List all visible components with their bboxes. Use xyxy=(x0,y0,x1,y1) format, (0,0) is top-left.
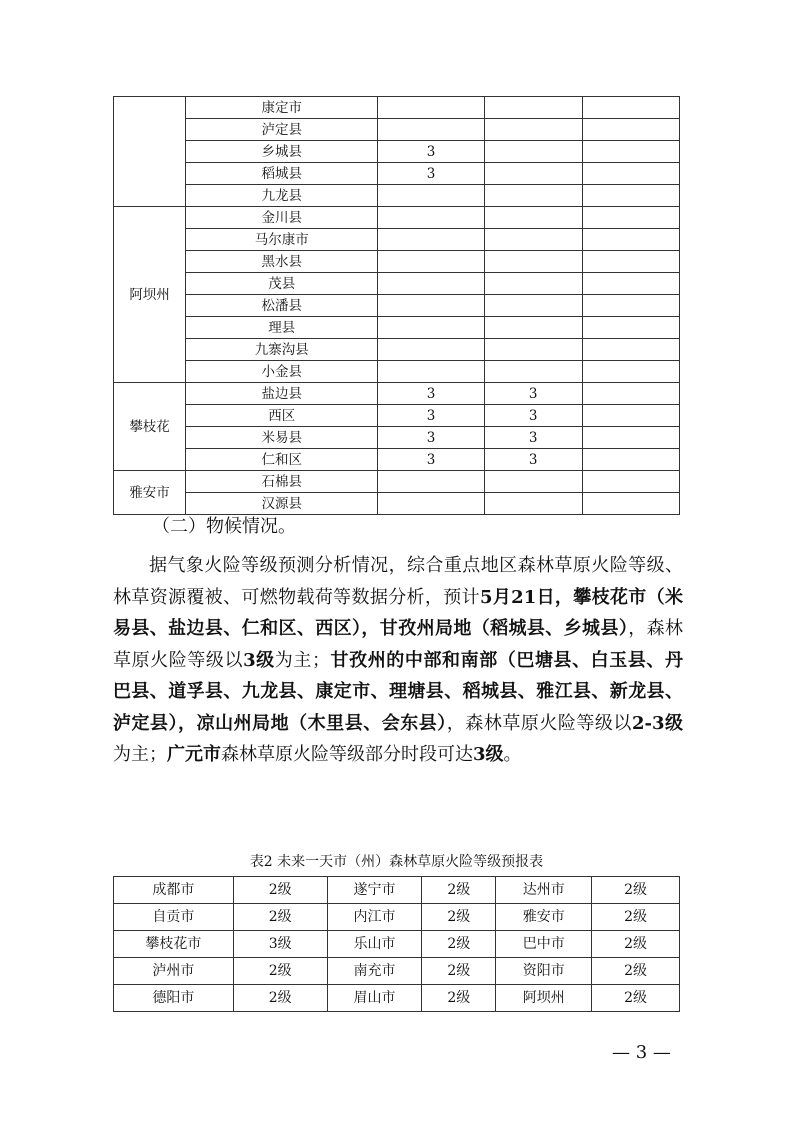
county-cell: 茂县 xyxy=(186,273,378,295)
risk-level-cell xyxy=(484,471,582,493)
county-cell: 石棉县 xyxy=(186,471,378,493)
risk-level-cell: 3 xyxy=(378,141,484,163)
risk-level-cell: 2级 xyxy=(592,904,680,931)
city-cell: 南充市 xyxy=(327,958,422,985)
region-cell: 攀枝花 xyxy=(114,383,186,471)
bold-text-segment: 广元市 xyxy=(167,744,221,765)
risk-level-cell: 3 xyxy=(378,383,484,405)
city-cell: 成都市 xyxy=(114,877,234,904)
city-cell: 攀枝花市 xyxy=(114,931,234,958)
risk-level-cell xyxy=(582,207,679,229)
risk-level-cell: 2级 xyxy=(422,931,496,958)
risk-level-cell: 3 xyxy=(484,383,582,405)
county-cell: 米易县 xyxy=(186,427,378,449)
city-cell: 资阳市 xyxy=(496,958,592,985)
text-segment: 为主； xyxy=(113,744,167,765)
risk-level-cell: 3级 xyxy=(233,931,327,958)
city-cell: 眉山市 xyxy=(327,985,422,1012)
risk-level-cell xyxy=(582,295,679,317)
county-cell: 九龙县 xyxy=(186,185,378,207)
table-row xyxy=(114,383,680,405)
risk-level-cell: 2级 xyxy=(422,877,496,904)
risk-level-cell: 3 xyxy=(484,427,582,449)
risk-level-cell xyxy=(484,273,582,295)
region-cell: 阿坝州 xyxy=(114,207,186,383)
text-segment: 。 xyxy=(503,744,522,765)
risk-level-cell: 2级 xyxy=(422,985,496,1012)
risk-level-cell xyxy=(582,449,679,471)
region-cell: 雅安市 xyxy=(114,471,186,515)
risk-level-cell xyxy=(582,163,679,185)
risk-level-cell xyxy=(484,119,582,141)
county-cell: 松潘县 xyxy=(186,295,378,317)
risk-level-cell xyxy=(378,493,484,515)
bold-text-segment: 5月21日，攀枝花市（米易县、盐边县、仁和区、西区），甘孜州局地（稻城县、乡城县） xyxy=(113,586,683,639)
risk-level-cell xyxy=(378,119,484,141)
risk-level-cell xyxy=(484,493,582,515)
fire-risk-county-table xyxy=(113,96,680,515)
city-cell: 德阳市 xyxy=(114,985,234,1012)
county-cell: 汉源县 xyxy=(186,493,378,515)
county-cell: 西区 xyxy=(186,405,378,427)
table-row xyxy=(114,427,680,449)
table-row xyxy=(114,361,680,383)
risk-level-cell: 2级 xyxy=(592,877,680,904)
county-cell: 泸定县 xyxy=(186,119,378,141)
risk-level-cell xyxy=(582,493,679,515)
table-row xyxy=(114,163,680,185)
risk-level-cell xyxy=(378,97,484,119)
city-cell: 内江市 xyxy=(327,904,422,931)
table-row xyxy=(114,273,680,295)
table-row xyxy=(114,185,680,207)
table2-caption: 表2 未来一天市（州）森林草原火险等级预报表 xyxy=(249,854,544,870)
risk-level-cell: 2级 xyxy=(233,958,327,985)
city-cell: 巴中市 xyxy=(496,931,592,958)
risk-level-cell xyxy=(484,251,582,273)
risk-level-cell xyxy=(484,229,582,251)
table-row xyxy=(114,339,680,361)
county-cell: 乡城县 xyxy=(186,141,378,163)
risk-level-cell: 2级 xyxy=(422,958,496,985)
county-cell: 黑水县 xyxy=(186,251,378,273)
text-segment: 森林草原火险等级部分时段可达 xyxy=(221,744,473,765)
risk-level-cell xyxy=(484,207,582,229)
risk-level-cell xyxy=(378,273,484,295)
county-cell: 盐边县 xyxy=(186,383,378,405)
risk-level-cell xyxy=(582,405,679,427)
table-row xyxy=(114,119,680,141)
risk-level-cell xyxy=(582,383,679,405)
risk-level-cell xyxy=(484,295,582,317)
section-heading: （二）物候情况。 xyxy=(152,516,296,537)
risk-level-cell xyxy=(582,229,679,251)
risk-level-cell: 2级 xyxy=(233,985,327,1012)
table-row xyxy=(114,985,680,1012)
risk-level-cell xyxy=(378,185,484,207)
table-row xyxy=(114,958,680,985)
risk-level-cell xyxy=(582,119,679,141)
city-cell: 达州市 xyxy=(496,877,592,904)
city-cell: 乐山市 xyxy=(327,931,422,958)
page-number: — 3 — xyxy=(612,1042,671,1063)
county-cell: 理县 xyxy=(186,317,378,339)
risk-level-cell xyxy=(582,273,679,295)
county-cell: 康定市 xyxy=(186,97,378,119)
city-cell: 泸州市 xyxy=(114,958,234,985)
risk-level-cell: 2级 xyxy=(233,904,327,931)
region-cell xyxy=(114,97,186,207)
county-cell: 马尔康市 xyxy=(186,229,378,251)
risk-level-cell xyxy=(582,427,679,449)
table-row xyxy=(114,229,680,251)
table-row xyxy=(114,904,680,931)
city-cell: 遂宁市 xyxy=(327,877,422,904)
city-cell: 自贡市 xyxy=(114,904,234,931)
risk-level-cell: 3 xyxy=(484,405,582,427)
risk-level-cell xyxy=(484,339,582,361)
risk-level-cell: 2级 xyxy=(233,877,327,904)
text-segment: 为主； xyxy=(274,649,330,671)
table-row xyxy=(114,405,680,427)
phenology-paragraph xyxy=(113,550,683,771)
county-cell: 稻城县 xyxy=(186,163,378,185)
risk-level-cell: 2级 xyxy=(422,904,496,931)
risk-level-cell xyxy=(582,339,679,361)
risk-level-cell xyxy=(484,317,582,339)
table-row xyxy=(114,471,680,493)
risk-level-cell xyxy=(484,141,582,163)
county-cell: 金川县 xyxy=(186,207,378,229)
risk-level-cell: 2级 xyxy=(592,985,680,1012)
text-segment: 据气象火险等级预测分析情况，综合重点地区森林草原火险等级、林草资源覆被、可燃物载荷等数据分析，预计 xyxy=(113,555,683,608)
text-segment: ，森林草原火险等级以 xyxy=(113,618,684,671)
bold-text-segment: 甘孜州的中部和南部（巴塘县、白玉县、丹巴县、道孚县、九龙县、康定市、理塘县、稻城县、雅江县、新龙县、泸定县），凉山州局地（木里县、会东县） xyxy=(113,649,684,734)
bold-text-segment: 3级 xyxy=(243,649,275,671)
risk-level-cell xyxy=(582,317,679,339)
risk-level-cell xyxy=(484,361,582,383)
risk-level-cell xyxy=(582,251,679,273)
bold-text-segment: 2-3级 xyxy=(631,712,683,734)
city-cell: 雅安市 xyxy=(496,904,592,931)
risk-level-cell xyxy=(378,361,484,383)
risk-level-cell xyxy=(484,163,582,185)
table-row xyxy=(114,141,680,163)
table-row xyxy=(114,877,680,904)
risk-level-cell xyxy=(378,295,484,317)
table-row xyxy=(114,207,680,229)
risk-level-cell xyxy=(378,317,484,339)
table-row xyxy=(114,295,680,317)
risk-level-cell xyxy=(378,207,484,229)
table-row xyxy=(114,251,680,273)
table-row xyxy=(114,449,680,471)
table-row xyxy=(114,317,680,339)
county-cell: 仁和区 xyxy=(186,449,378,471)
risk-level-cell: 3 xyxy=(378,405,484,427)
risk-level-cell xyxy=(582,185,679,207)
county-cell: 小金县 xyxy=(186,361,378,383)
risk-level-cell xyxy=(582,361,679,383)
risk-level-cell xyxy=(582,97,679,119)
city-cell: 阿坝州 xyxy=(496,985,592,1012)
risk-level-cell xyxy=(378,471,484,493)
risk-level-cell: 3 xyxy=(378,449,484,471)
risk-level-cell xyxy=(378,339,484,361)
risk-level-cell xyxy=(582,471,679,493)
bold-text-segment: 3级 xyxy=(473,744,504,765)
risk-level-cell: 3 xyxy=(484,449,582,471)
city-fire-risk-forecast-table xyxy=(113,876,680,1012)
table-row xyxy=(114,97,680,119)
risk-level-cell xyxy=(378,251,484,273)
risk-level-cell: 3 xyxy=(378,163,484,185)
table-row xyxy=(114,931,680,958)
risk-level-cell xyxy=(378,229,484,251)
county-cell: 九寨沟县 xyxy=(186,339,378,361)
risk-level-cell xyxy=(484,97,582,119)
text-segment: ，森林草原火险等级以 xyxy=(446,712,632,734)
risk-level-cell xyxy=(582,141,679,163)
risk-level-cell: 2级 xyxy=(592,958,680,985)
risk-level-cell xyxy=(484,185,582,207)
risk-level-cell: 3 xyxy=(378,427,484,449)
risk-level-cell: 2级 xyxy=(592,931,680,958)
